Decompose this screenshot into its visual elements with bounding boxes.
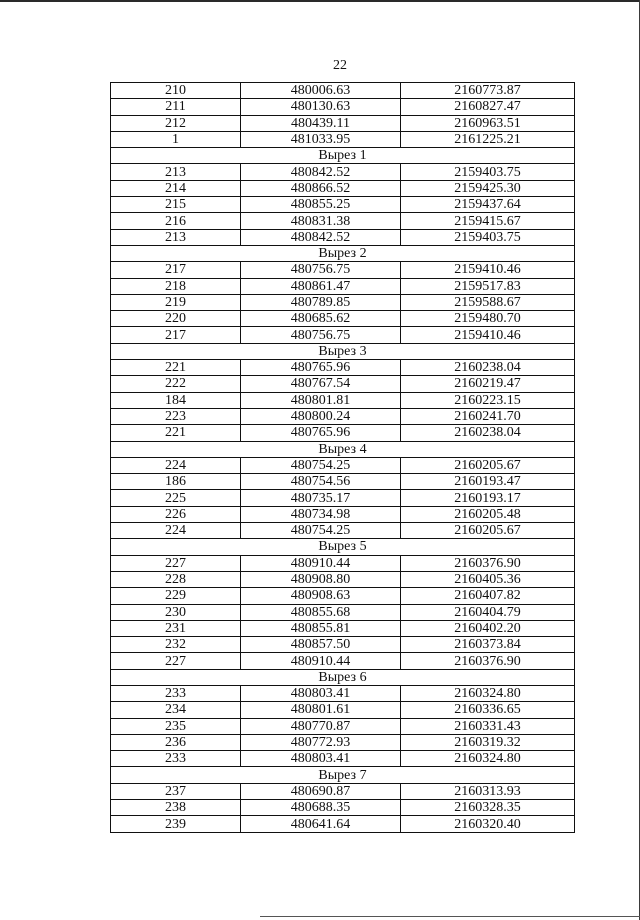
point-number-cell: 231: [111, 620, 241, 636]
point-number-cell: 222: [111, 376, 241, 392]
y-coordinate-cell: 2159410.46: [401, 262, 575, 278]
x-coordinate-cell: 480789.85: [241, 294, 401, 310]
section-label: Вырез 3: [111, 343, 575, 359]
x-coordinate-cell: 480765.96: [241, 425, 401, 441]
x-coordinate-cell: 480866.52: [241, 180, 401, 196]
point-number-cell: 224: [111, 457, 241, 473]
point-number-cell: 230: [111, 604, 241, 620]
y-coordinate-cell: 2160328.35: [401, 800, 575, 816]
y-coordinate-cell: 2160238.04: [401, 425, 575, 441]
point-number-cell: 225: [111, 490, 241, 506]
point-number-cell: 238: [111, 800, 241, 816]
x-coordinate-cell: 480857.50: [241, 637, 401, 653]
point-number-cell: 210: [111, 83, 241, 99]
y-coordinate-cell: 2159437.64: [401, 197, 575, 213]
x-coordinate-cell: 480855.68: [241, 604, 401, 620]
y-coordinate-cell: 2159410.46: [401, 327, 575, 343]
table-row: [111, 229, 575, 245]
point-number-cell: 213: [111, 164, 241, 180]
table-row: [111, 604, 575, 620]
point-number-cell: 213: [111, 229, 241, 245]
table-row: [111, 718, 575, 734]
y-coordinate-cell: 2160324.80: [401, 685, 575, 701]
point-number-cell: 237: [111, 783, 241, 799]
x-coordinate-cell: 480767.54: [241, 376, 401, 392]
x-coordinate-cell: 480770.87: [241, 718, 401, 734]
point-number-cell: 227: [111, 653, 241, 669]
point-number-cell: 223: [111, 408, 241, 424]
section-label: Вырез 5: [111, 539, 575, 555]
table-row: [111, 620, 575, 636]
y-coordinate-cell: 2160320.40: [401, 816, 575, 832]
point-number-cell: 234: [111, 702, 241, 718]
point-number-cell: 239: [111, 816, 241, 832]
table-row: [111, 408, 575, 424]
y-coordinate-cell: 2160963.51: [401, 115, 575, 131]
table-row: [111, 294, 575, 310]
x-coordinate-cell: 480756.75: [241, 262, 401, 278]
coordinates-table: [110, 82, 575, 833]
y-coordinate-cell: 2160193.17: [401, 490, 575, 506]
x-coordinate-cell: 480908.80: [241, 571, 401, 587]
y-coordinate-cell: 2160223.15: [401, 392, 575, 408]
y-coordinate-cell: 2160827.47: [401, 99, 575, 115]
table-row: [111, 278, 575, 294]
table-row: [111, 115, 575, 131]
x-coordinate-cell: 480685.62: [241, 311, 401, 327]
y-coordinate-cell: 2160193.47: [401, 474, 575, 490]
table-row: [111, 685, 575, 701]
section-header-row: [111, 148, 575, 164]
point-number-cell: 228: [111, 571, 241, 587]
y-coordinate-cell: 2160241.70: [401, 408, 575, 424]
x-coordinate-cell: 480765.96: [241, 360, 401, 376]
section-header-row: [111, 441, 575, 457]
point-number-cell: 218: [111, 278, 241, 294]
table-row: [111, 816, 575, 832]
point-number-cell: 216: [111, 213, 241, 229]
y-coordinate-cell: 2160373.84: [401, 637, 575, 653]
table-row: [111, 734, 575, 750]
x-coordinate-cell: 480735.17: [241, 490, 401, 506]
point-number-cell: 217: [111, 327, 241, 343]
page-bottom-edge: [260, 916, 640, 917]
point-number-cell: 226: [111, 506, 241, 522]
table-row: [111, 311, 575, 327]
table-row: [111, 588, 575, 604]
point-number-cell: 232: [111, 637, 241, 653]
section-header-row: [111, 245, 575, 261]
x-coordinate-cell: 480842.52: [241, 164, 401, 180]
page-number: 22: [333, 58, 347, 73]
point-number-cell: 233: [111, 685, 241, 701]
point-number-cell: 186: [111, 474, 241, 490]
x-coordinate-cell: 480688.35: [241, 800, 401, 816]
table-row: [111, 99, 575, 115]
point-number-cell: 235: [111, 718, 241, 734]
y-coordinate-cell: 2160376.90: [401, 653, 575, 669]
table-row: [111, 800, 575, 816]
table-row: [111, 360, 575, 376]
section-header-row: [111, 539, 575, 555]
x-coordinate-cell: 480803.41: [241, 685, 401, 701]
table-row: [111, 637, 575, 653]
table-row: [111, 425, 575, 441]
section-label: Вырез 7: [111, 767, 575, 783]
point-number-cell: 227: [111, 555, 241, 571]
y-coordinate-cell: 2160331.43: [401, 718, 575, 734]
table-row: [111, 180, 575, 196]
x-coordinate-cell: 480690.87: [241, 783, 401, 799]
x-coordinate-cell: 480772.93: [241, 734, 401, 750]
table-row: [111, 392, 575, 408]
point-number-cell: 212: [111, 115, 241, 131]
x-coordinate-cell: 480910.44: [241, 653, 401, 669]
x-coordinate-cell: 480803.41: [241, 751, 401, 767]
x-coordinate-cell: 480734.98: [241, 506, 401, 522]
page-top-edge: [0, 0, 640, 2]
table-row: [111, 555, 575, 571]
point-number-cell: 184: [111, 392, 241, 408]
table-row: [111, 571, 575, 587]
table-row: [111, 197, 575, 213]
x-coordinate-cell: 480754.25: [241, 523, 401, 539]
x-coordinate-cell: 480439.11: [241, 115, 401, 131]
y-coordinate-cell: 2160404.79: [401, 604, 575, 620]
point-number-cell: 224: [111, 523, 241, 539]
y-coordinate-cell: 2160773.87: [401, 83, 575, 99]
point-number-cell: 221: [111, 360, 241, 376]
x-coordinate-cell: 480855.81: [241, 620, 401, 636]
y-coordinate-cell: 2160319.32: [401, 734, 575, 750]
x-coordinate-cell: 480861.47: [241, 278, 401, 294]
point-number-cell: 233: [111, 751, 241, 767]
table-row: [111, 262, 575, 278]
y-coordinate-cell: 2160336.65: [401, 702, 575, 718]
x-coordinate-cell: 480908.63: [241, 588, 401, 604]
y-coordinate-cell: 2160238.04: [401, 360, 575, 376]
y-coordinate-cell: 2160402.20: [401, 620, 575, 636]
x-coordinate-cell: 480800.24: [241, 408, 401, 424]
coordinates-table-body: [111, 83, 575, 833]
table-row: [111, 474, 575, 490]
point-number-cell: 215: [111, 197, 241, 213]
table-row: [111, 164, 575, 180]
table-row: [111, 783, 575, 799]
table-row: [111, 83, 575, 99]
y-coordinate-cell: 2159403.75: [401, 164, 575, 180]
section-header-row: [111, 767, 575, 783]
y-coordinate-cell: 2160219.47: [401, 376, 575, 392]
table-row: [111, 653, 575, 669]
table-row: [111, 751, 575, 767]
x-coordinate-cell: 480641.64: [241, 816, 401, 832]
table-row: [111, 213, 575, 229]
y-coordinate-cell: 2160405.36: [401, 571, 575, 587]
x-coordinate-cell: 480801.61: [241, 702, 401, 718]
y-coordinate-cell: 2160205.48: [401, 506, 575, 522]
y-coordinate-cell: 2160205.67: [401, 523, 575, 539]
y-coordinate-cell: 2159415.67: [401, 213, 575, 229]
section-label: Вырез 2: [111, 245, 575, 261]
table-row: [111, 376, 575, 392]
point-number-cell: 217: [111, 262, 241, 278]
y-coordinate-cell: 2160324.80: [401, 751, 575, 767]
y-coordinate-cell: 2159480.70: [401, 311, 575, 327]
point-number-cell: 211: [111, 99, 241, 115]
table-row: [111, 523, 575, 539]
y-coordinate-cell: 2160313.93: [401, 783, 575, 799]
x-coordinate-cell: 480855.25: [241, 197, 401, 213]
x-coordinate-cell: 480006.63: [241, 83, 401, 99]
section-label: Вырез 4: [111, 441, 575, 457]
y-coordinate-cell: 2161225.21: [401, 131, 575, 147]
table-row: [111, 702, 575, 718]
section-header-row: [111, 669, 575, 685]
x-coordinate-cell: 480756.75: [241, 327, 401, 343]
x-coordinate-cell: 480801.81: [241, 392, 401, 408]
y-coordinate-cell: 2159517.83: [401, 278, 575, 294]
point-number-cell: 221: [111, 425, 241, 441]
x-coordinate-cell: 481033.95: [241, 131, 401, 147]
point-number-cell: 236: [111, 734, 241, 750]
point-number-cell: 214: [111, 180, 241, 196]
x-coordinate-cell: 480130.63: [241, 99, 401, 115]
table-row: [111, 490, 575, 506]
point-number-cell: 1: [111, 131, 241, 147]
x-coordinate-cell: 480754.56: [241, 474, 401, 490]
point-number-cell: 220: [111, 311, 241, 327]
x-coordinate-cell: 480910.44: [241, 555, 401, 571]
table-row: [111, 131, 575, 147]
table-row: [111, 457, 575, 473]
y-coordinate-cell: 2160407.82: [401, 588, 575, 604]
y-coordinate-cell: 2160205.67: [401, 457, 575, 473]
y-coordinate-cell: 2159425.30: [401, 180, 575, 196]
point-number-cell: 229: [111, 588, 241, 604]
section-label: Вырез 1: [111, 148, 575, 164]
section-header-row: [111, 343, 575, 359]
y-coordinate-cell: 2159588.67: [401, 294, 575, 310]
x-coordinate-cell: 480831.38: [241, 213, 401, 229]
x-coordinate-cell: 480842.52: [241, 229, 401, 245]
y-coordinate-cell: 2160376.90: [401, 555, 575, 571]
section-label: Вырез 6: [111, 669, 575, 685]
y-coordinate-cell: 2159403.75: [401, 229, 575, 245]
table-row: [111, 506, 575, 522]
point-number-cell: 219: [111, 294, 241, 310]
table-row: [111, 327, 575, 343]
x-coordinate-cell: 480754.25: [241, 457, 401, 473]
